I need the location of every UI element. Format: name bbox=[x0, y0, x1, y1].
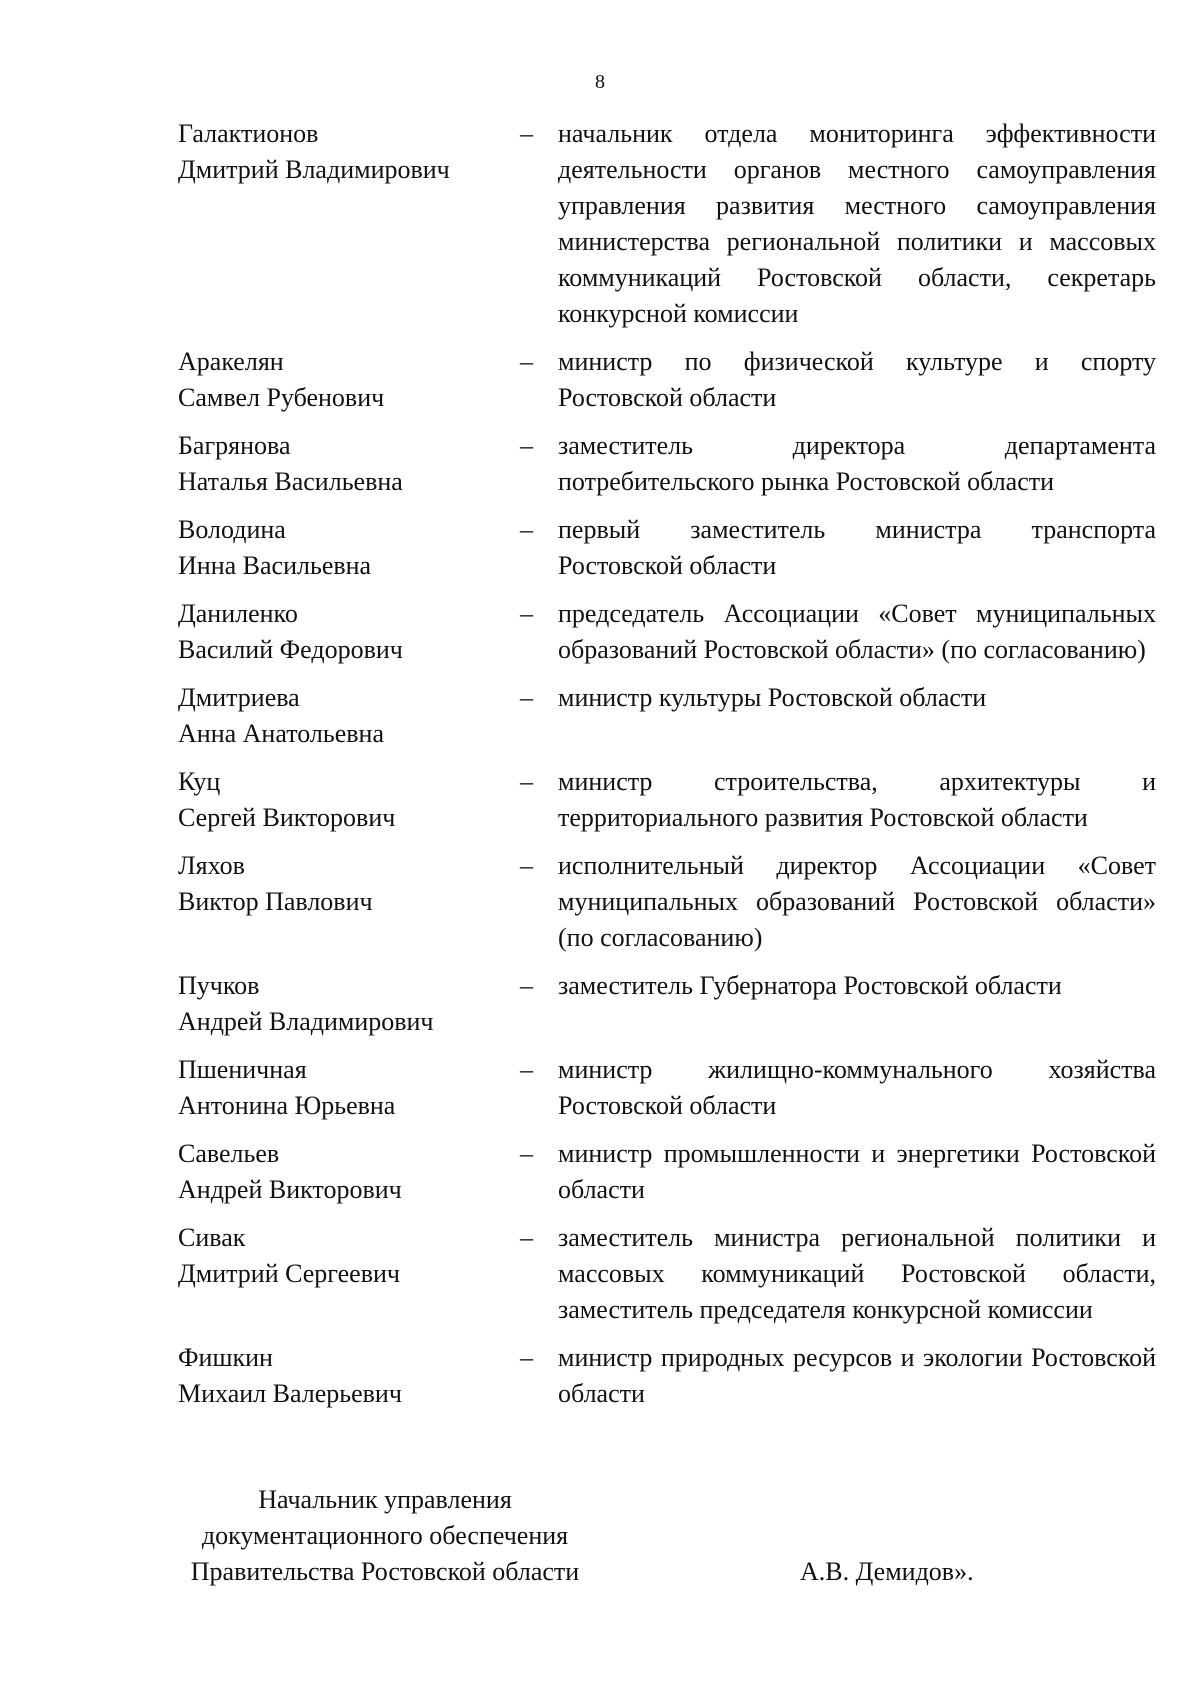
member-given-names: Виктор Павлович bbox=[178, 887, 373, 916]
dash-separator: – bbox=[520, 767, 533, 796]
dash-separator: – bbox=[520, 1055, 533, 1084]
member-given-names: Инна Васильевна bbox=[178, 551, 372, 580]
member-name bbox=[178, 344, 520, 416]
member-position: министр жилищно-коммунального хозяйства Ростовской области bbox=[558, 1055, 1156, 1120]
member-name bbox=[178, 596, 520, 668]
member-position: заместитель Губернатора Ростовской области bbox=[558, 971, 1062, 1000]
member-surname: Даниленко bbox=[178, 599, 298, 628]
member-row bbox=[178, 116, 1156, 332]
member-name bbox=[178, 1340, 520, 1412]
member-given-names: Андрей Владимирович bbox=[178, 1007, 434, 1036]
member-row bbox=[178, 764, 1156, 836]
member-name bbox=[178, 848, 520, 956]
signature-block bbox=[0, 1482, 1200, 1612]
member-row bbox=[178, 512, 1156, 584]
dash-separator: – bbox=[520, 1223, 533, 1252]
dash-separator: – bbox=[520, 599, 533, 628]
dash-separator: – bbox=[520, 515, 533, 544]
member-given-names: Дмитрий Владимирович bbox=[178, 155, 450, 184]
dash-separator: – bbox=[520, 1343, 533, 1372]
commission-member-list bbox=[178, 116, 1156, 1424]
member-surname: Володина bbox=[178, 515, 286, 544]
member-surname: Савельев bbox=[178, 1139, 280, 1168]
member-surname: Фишкин bbox=[178, 1343, 273, 1372]
member-position: министр по физической культуре и спорту Ростовской области bbox=[558, 347, 1156, 412]
member-name bbox=[178, 116, 520, 332]
signatory-title-line: документационного обеспечения bbox=[201, 1521, 569, 1550]
member-given-names: Михаил Валерьевич bbox=[178, 1379, 402, 1408]
member-name bbox=[178, 680, 520, 752]
member-name bbox=[178, 1220, 520, 1328]
member-surname: Пшеничная bbox=[178, 1055, 307, 1084]
member-given-names: Анна Анатольевна bbox=[178, 719, 384, 748]
page-number: 8 bbox=[595, 71, 605, 93]
member-position: заместитель директора департамента потребительского рынка Ростовской области bbox=[558, 431, 1156, 496]
dash-separator: – bbox=[520, 851, 533, 880]
signatory-title-line: Правительства Ростовской области bbox=[190, 1557, 580, 1586]
member-surname: Пучков bbox=[178, 971, 260, 1000]
member-row bbox=[178, 1136, 1156, 1208]
member-name bbox=[178, 968, 520, 1040]
member-name bbox=[178, 764, 520, 836]
member-given-names: Сергей Викторович bbox=[178, 803, 396, 832]
dash-separator: – bbox=[520, 119, 533, 148]
member-surname: Ляхов bbox=[178, 851, 245, 880]
signatory-name: А.В. Демидов». bbox=[800, 1557, 974, 1586]
dash-separator: – bbox=[520, 971, 533, 1000]
member-position: заместитель министра региональной политики и массовых коммуникаций Ростовской области, заместитель председателя конкурсной комиссии bbox=[558, 1223, 1156, 1324]
member-given-names: Андрей Викторович bbox=[178, 1175, 402, 1204]
dash-separator: – bbox=[520, 683, 533, 712]
member-position: министр строительства, архитектуры и территориального развития Ростовской области bbox=[558, 767, 1156, 832]
member-row bbox=[178, 596, 1156, 668]
member-position: начальник отдела мониторинга эффективности деятельности органов местного самоуправления управления развития местного самоуправления министерства региональной политики и массовых коммуникаций Ростовской области, секретарь конкурсной комиссии bbox=[558, 119, 1156, 328]
member-row bbox=[178, 848, 1156, 956]
member-name bbox=[178, 428, 520, 500]
member-given-names: Самвел Рубенович bbox=[178, 383, 385, 412]
member-row bbox=[178, 1340, 1156, 1412]
dash-separator: – bbox=[520, 347, 533, 376]
member-surname: Дмитриева bbox=[178, 683, 300, 712]
member-position: министр природных ресурсов и экологии Ростовской области bbox=[558, 1343, 1156, 1408]
member-row bbox=[178, 344, 1156, 416]
member-given-names: Василий Федорович bbox=[178, 635, 403, 664]
member-row bbox=[178, 1220, 1156, 1328]
member-name bbox=[178, 1052, 520, 1124]
member-surname: Багрянова bbox=[178, 431, 291, 460]
member-position: исполнительный директор Ассоциации «Совет муниципальных образований Ростовской области» (по согласованию) bbox=[558, 851, 1156, 952]
dash-separator: – bbox=[520, 431, 533, 460]
member-position: министр промышленности и энергетики Ростовской области bbox=[558, 1139, 1156, 1204]
member-name bbox=[178, 512, 520, 584]
member-row bbox=[178, 428, 1156, 500]
member-position: министр культуры Ростовской области bbox=[558, 683, 987, 712]
member-name bbox=[178, 1136, 520, 1208]
dash-separator: – bbox=[520, 1139, 533, 1168]
member-given-names: Дмитрий Сергеевич bbox=[178, 1259, 400, 1288]
member-position: первый заместитель министра транспорта Ростовской области bbox=[558, 515, 1156, 580]
member-surname: Галактионов bbox=[178, 119, 319, 148]
member-row bbox=[178, 680, 1156, 752]
member-given-names: Наталья Васильевна bbox=[178, 467, 403, 496]
member-given-names: Антонина Юрьевна bbox=[178, 1091, 396, 1120]
member-surname: Куц bbox=[178, 767, 221, 796]
signatory-title-line: Начальник управления bbox=[258, 1485, 512, 1514]
member-row bbox=[178, 968, 1156, 1040]
member-row bbox=[178, 1052, 1156, 1124]
member-position: председатель Ассоциации «Совет муниципальных образований Ростовской области» (по согласованию) bbox=[558, 599, 1156, 664]
member-surname: Аракелян bbox=[178, 347, 284, 376]
member-surname: Сивак bbox=[178, 1223, 246, 1252]
